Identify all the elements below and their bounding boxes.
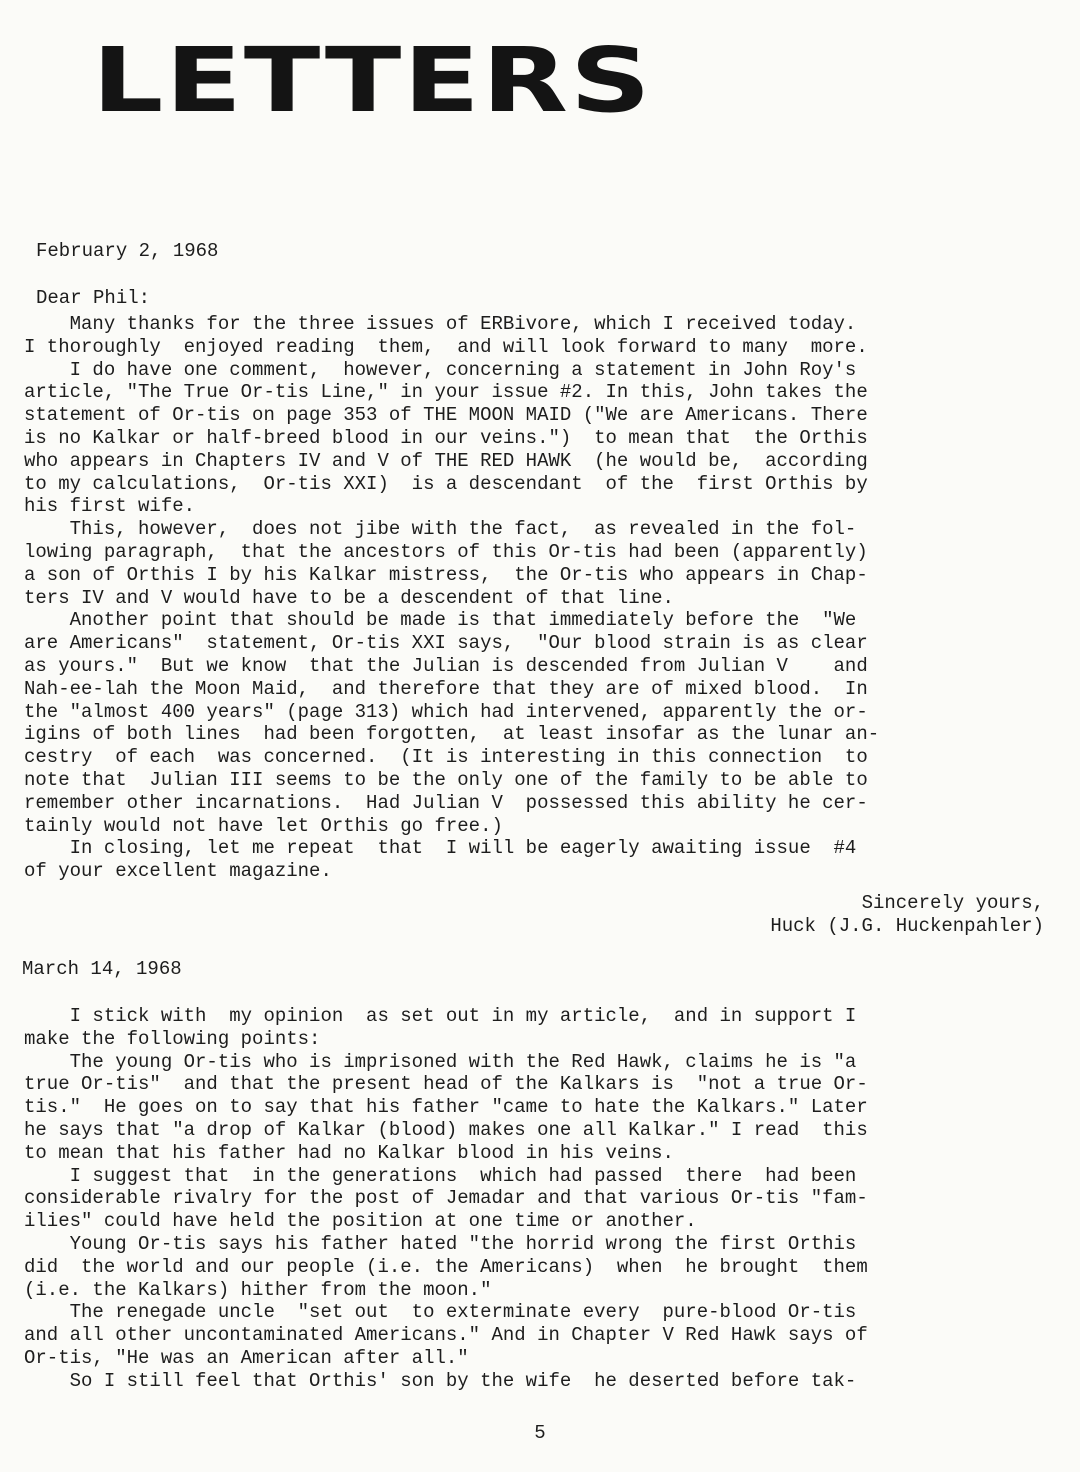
letter1-signature: Huck (J.G. Huckenpahler): [770, 915, 1044, 937]
page-number: 5: [534, 1422, 546, 1444]
text-line: I stick with my opinion as set out in my article, and in support I: [24, 1005, 857, 1027]
letter2-body: [24, 1005, 1048, 1393]
text-line: Young Or-tis says his father hated "the horrid wrong the first Orthis: [24, 1232, 857, 1255]
letter1-date: February 2, 1968: [36, 240, 219, 262]
text-line: I suggest that in the generations which had passed there had been: [24, 1164, 857, 1187]
text-line: Or-tis, "He was an American after all.": [24, 1346, 469, 1369]
text-line: he says that "a drop of Kalkar (blood) makes one all Kalkar." I read this: [24, 1118, 868, 1141]
text-line: So I still feel that Orthis' son by the wife he deserted before tak-: [24, 1369, 857, 1392]
text-line: The renegade uncle "set out to exterminate every pure-blood Or-tis: [24, 1301, 857, 1324]
text-line: cestry of each was concerned. (It is interesting in this connection to: [24, 746, 868, 769]
text-line: igins of both lines had been forgotten, at least insofar as the lunar an-: [24, 723, 880, 746]
text-line: I thoroughly enjoyed reading them, and will look forward to many more.: [24, 335, 868, 358]
text-line: Many thanks for the three issues of ERBivore, which I received today.: [24, 313, 857, 335]
text-line: I do have one comment, however, concerning a statement in John Roy's: [24, 358, 857, 381]
text-line: ilies" could have held the position at one time or another.: [24, 1210, 697, 1233]
text-line: who appears in Chapters IV and V of THE RED HAWK (he would be, according: [24, 449, 868, 472]
text-line: make the following points:: [24, 1027, 321, 1050]
text-line: true Or-tis" and that the present head of the Kalkars is "not a true Or-: [24, 1073, 868, 1096]
page-title: LETTERS: [92, 28, 653, 133]
text-line: ters IV and V would have to be a descendent of that line.: [24, 586, 674, 609]
text-line: The young Or-tis who is imprisoned with the Red Hawk, claims he is "a: [24, 1050, 857, 1073]
text-line: and all other uncontaminated Americans." And in Chapter V Red Hawk says of: [24, 1324, 868, 1347]
text-line: did the world and our people (i.e. the Americans) when he brought them: [24, 1255, 868, 1278]
text-line: tis." He goes on to say that his father "came to hate the Kalkars." Later: [24, 1096, 868, 1119]
letter1-closing: Sincerely yours,: [861, 892, 1044, 914]
text-line: statement of Or-tis on page 353 of THE MOON MAID ("We are Americans. There: [24, 404, 868, 427]
text-line: his first wife.: [24, 495, 196, 518]
text-line: This, however, does not jibe with the fact, as revealed in the fol-: [24, 518, 857, 541]
text-line: note that Julian III seems to be the only one of the family to be able to: [24, 768, 868, 791]
text-line: Nah-ee-lah the Moon Maid, and therefore that they are of mixed blood. In: [24, 677, 868, 700]
text-line: is no Kalkar or half-breed blood in our veins.") to mean that the Orthis: [24, 426, 868, 449]
text-line: remember other incarnations. Had Julian V possessed this ability he cer-: [24, 791, 868, 814]
letter1-salutation: Dear Phil:: [36, 287, 151, 309]
text-line: tainly would not have let Orthis go free.): [24, 814, 503, 837]
text-line: considerable rivalry for the post of Jemadar and that various Or-tis "fam-: [24, 1187, 868, 1210]
text-line: of your excellent magazine.: [24, 860, 332, 883]
text-line: In closing, let me repeat that I will be eagerly awaiting issue #4: [24, 837, 857, 860]
text-line: a son of Orthis I by his Kalkar mistress, the Or-tis who appears in Chap-: [24, 563, 868, 586]
text-line: Another point that should be made is that immediately before the "We: [24, 609, 857, 632]
text-line: lowing paragraph, that the ancestors of this Or-tis had been (apparently): [24, 540, 868, 563]
text-line: to mean that his father had no Kalkar blood in his veins.: [24, 1141, 674, 1164]
text-line: as yours." But we know that the Julian is descended from Julian V and: [24, 654, 868, 677]
text-line: are Americans" statement, Or-tis XXI says, "Our blood strain is as clear: [24, 632, 868, 655]
text-line: (i.e. the Kalkars) hither from the moon.": [24, 1278, 492, 1301]
letter2-date: March 14, 1968: [22, 958, 182, 980]
text-line: to my calculations, Or-tis XXI) is a descendant of the first Orthis by: [24, 472, 868, 495]
text-line: article, "The True Or-tis Line," in your issue #2. In this, John takes the: [24, 381, 868, 404]
letter1-body: [24, 313, 1048, 883]
text-line: the "almost 400 years" (page 313) which had intervened, apparently the or-: [24, 700, 868, 723]
